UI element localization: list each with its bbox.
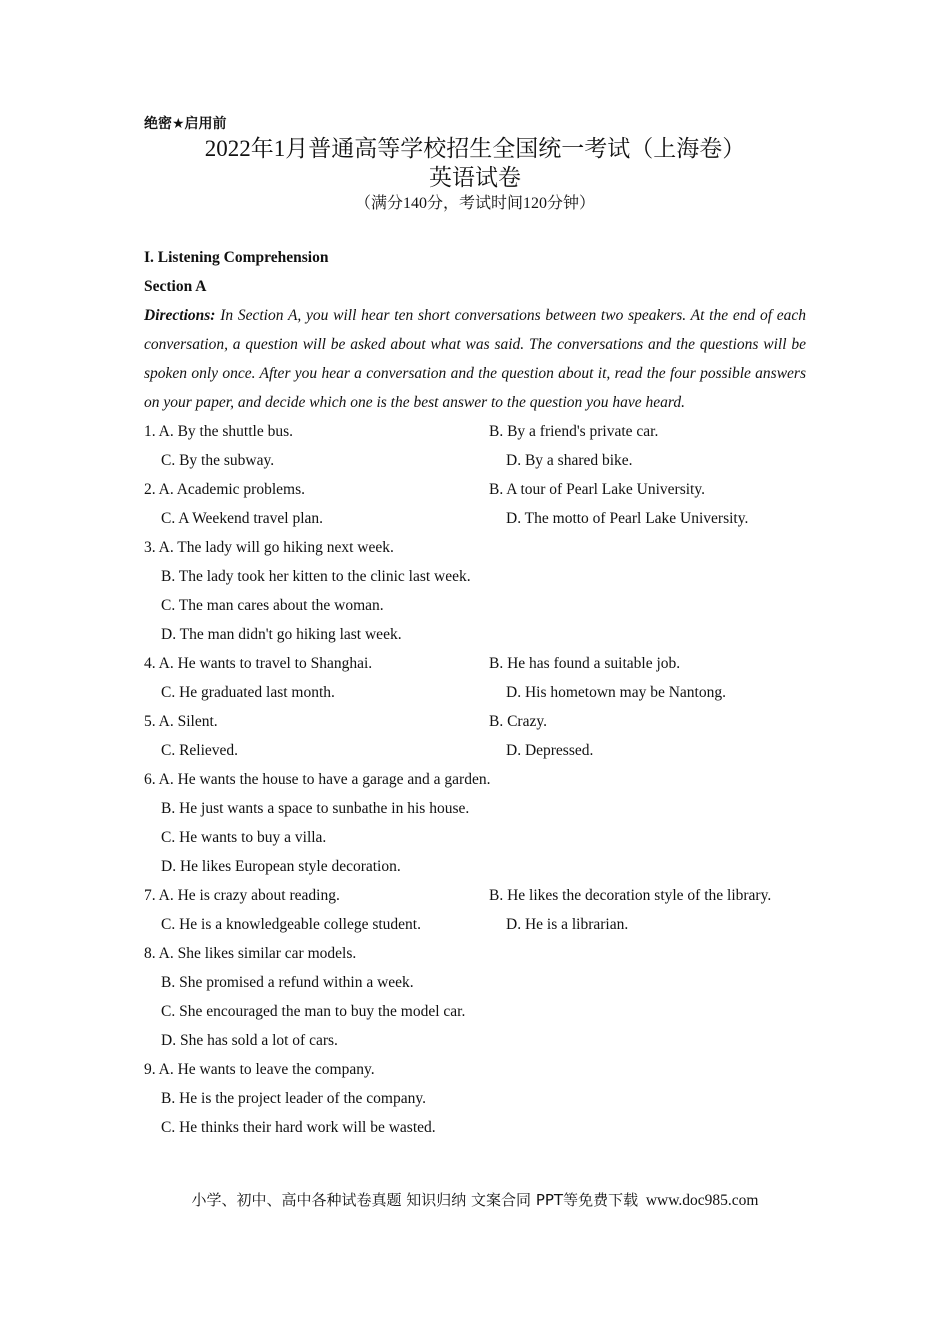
question-3-option-b: B. The lady took her kitten to the clinic last week. <box>161 568 471 585</box>
question-4-row-2 <box>144 678 806 707</box>
question-8-option-b: B. She promised a refund within a week. <box>161 974 414 991</box>
footer-url[interactable]: www.doc985.com <box>645 1192 759 1209</box>
option-a: 1. A. By the shuttle bus. <box>144 423 293 440</box>
option-c: C. Relieved. <box>161 742 239 759</box>
question-9-option-a: 9. A. He wants to leave the company. <box>144 1061 375 1078</box>
question-8-option-a: 8. A. She likes similar car models. <box>144 945 357 962</box>
question-3-option-a: 3. A. The lady will go hiking next week. <box>144 539 394 556</box>
option-d: D. His hometown may be Nantong. <box>506 684 726 701</box>
question-9-option-c: C. He thinks their hard work will be wasted. <box>161 1119 436 1136</box>
question-5-row-2 <box>144 736 806 765</box>
question-7-row-2 <box>144 910 806 939</box>
option-c: C. By the subway. <box>161 452 275 469</box>
question-6-option-c: C. He wants to buy a villa. <box>161 829 327 846</box>
option-b: B. He has found a suitable job. <box>489 655 681 672</box>
option-d: D. He is a librarian. <box>506 916 629 933</box>
question-3-option-c: C. The man cares about the woman. <box>161 597 384 614</box>
option-d: D. The motto of Pearl Lake University. <box>506 510 749 527</box>
page-footer <box>0 1188 950 1213</box>
question-3-option-d: D. The man didn't go hiking last week. <box>161 626 402 643</box>
option-b: B. A tour of Pearl Lake University. <box>489 481 705 498</box>
question-8-option-d: D. She has sold a lot of cars. <box>161 1032 338 1049</box>
directions-text: In Section A, you will hear ten short conversations between two speakers. At the end of each conversation, a question will be asked about what was said. The conversations and the questions will be spoken only once. After you hear a conversation and the question about it, read the four possible answers on your paper, and decide which one is the best answer to the question you have heard. <box>144 307 806 411</box>
option-c: C. He graduated last month. <box>161 684 335 701</box>
section-heading: Section A <box>144 278 207 295</box>
question-6-option-d: D. He likes European style decoration. <box>161 858 401 875</box>
spacer <box>144 216 806 243</box>
question-2-row-2 <box>144 504 806 533</box>
directions <box>144 301 806 417</box>
question-4-row-1 <box>144 649 806 678</box>
option-d: D. Depressed. <box>506 742 594 759</box>
question-6-option-a: 6. A. He wants the house to have a garage and a garden. <box>144 771 491 788</box>
option-c: C. He is a knowledgeable college student. <box>161 916 421 933</box>
score-info: （满分140分，考试时间120分钟） <box>354 195 595 212</box>
option-a: 5. A. Silent. <box>144 713 218 730</box>
exam-page <box>144 114 806 1142</box>
question-1-row-1 <box>144 417 806 446</box>
footer-text: 小学、初中、高中各种试卷真题 知识归纳 文案合同 PPT等免费下载 <box>191 1191 639 1209</box>
part-heading: I. Listening Comprehension <box>144 249 329 266</box>
question-6-option-b: B. He just wants a space to sunbathe in his house. <box>161 800 470 817</box>
question-7-row-1 <box>144 881 806 910</box>
option-a: 7. A. He is crazy about reading. <box>144 887 340 904</box>
question-9-option-b: B. He is the project leader of the company. <box>161 1090 426 1107</box>
exam-subtitle: 英语试卷 <box>429 165 521 190</box>
directions-label: Directions: <box>144 307 216 324</box>
question-8-option-c: C. She encouraged the man to buy the model car. <box>161 1003 466 1020</box>
confidential-label: 绝密★启用前 <box>144 116 227 132</box>
option-b: B. He likes the decoration style of the library. <box>489 887 772 904</box>
option-b: B. Crazy. <box>489 713 547 730</box>
option-a: 2. A. Academic problems. <box>144 481 305 498</box>
option-c: C. A Weekend travel plan. <box>161 510 324 527</box>
option-a: 4. A. He wants to travel to Shanghai. <box>144 655 373 672</box>
option-b: B. By a friend's private car. <box>489 423 659 440</box>
question-2-row-1 <box>144 475 806 504</box>
question-1-row-2 <box>144 446 806 475</box>
question-5-row-1 <box>144 707 806 736</box>
exam-title: 2022年1月普通高等学校招生全国统一考试（上海卷） <box>204 136 746 161</box>
option-d: D. By a shared bike. <box>506 452 633 469</box>
